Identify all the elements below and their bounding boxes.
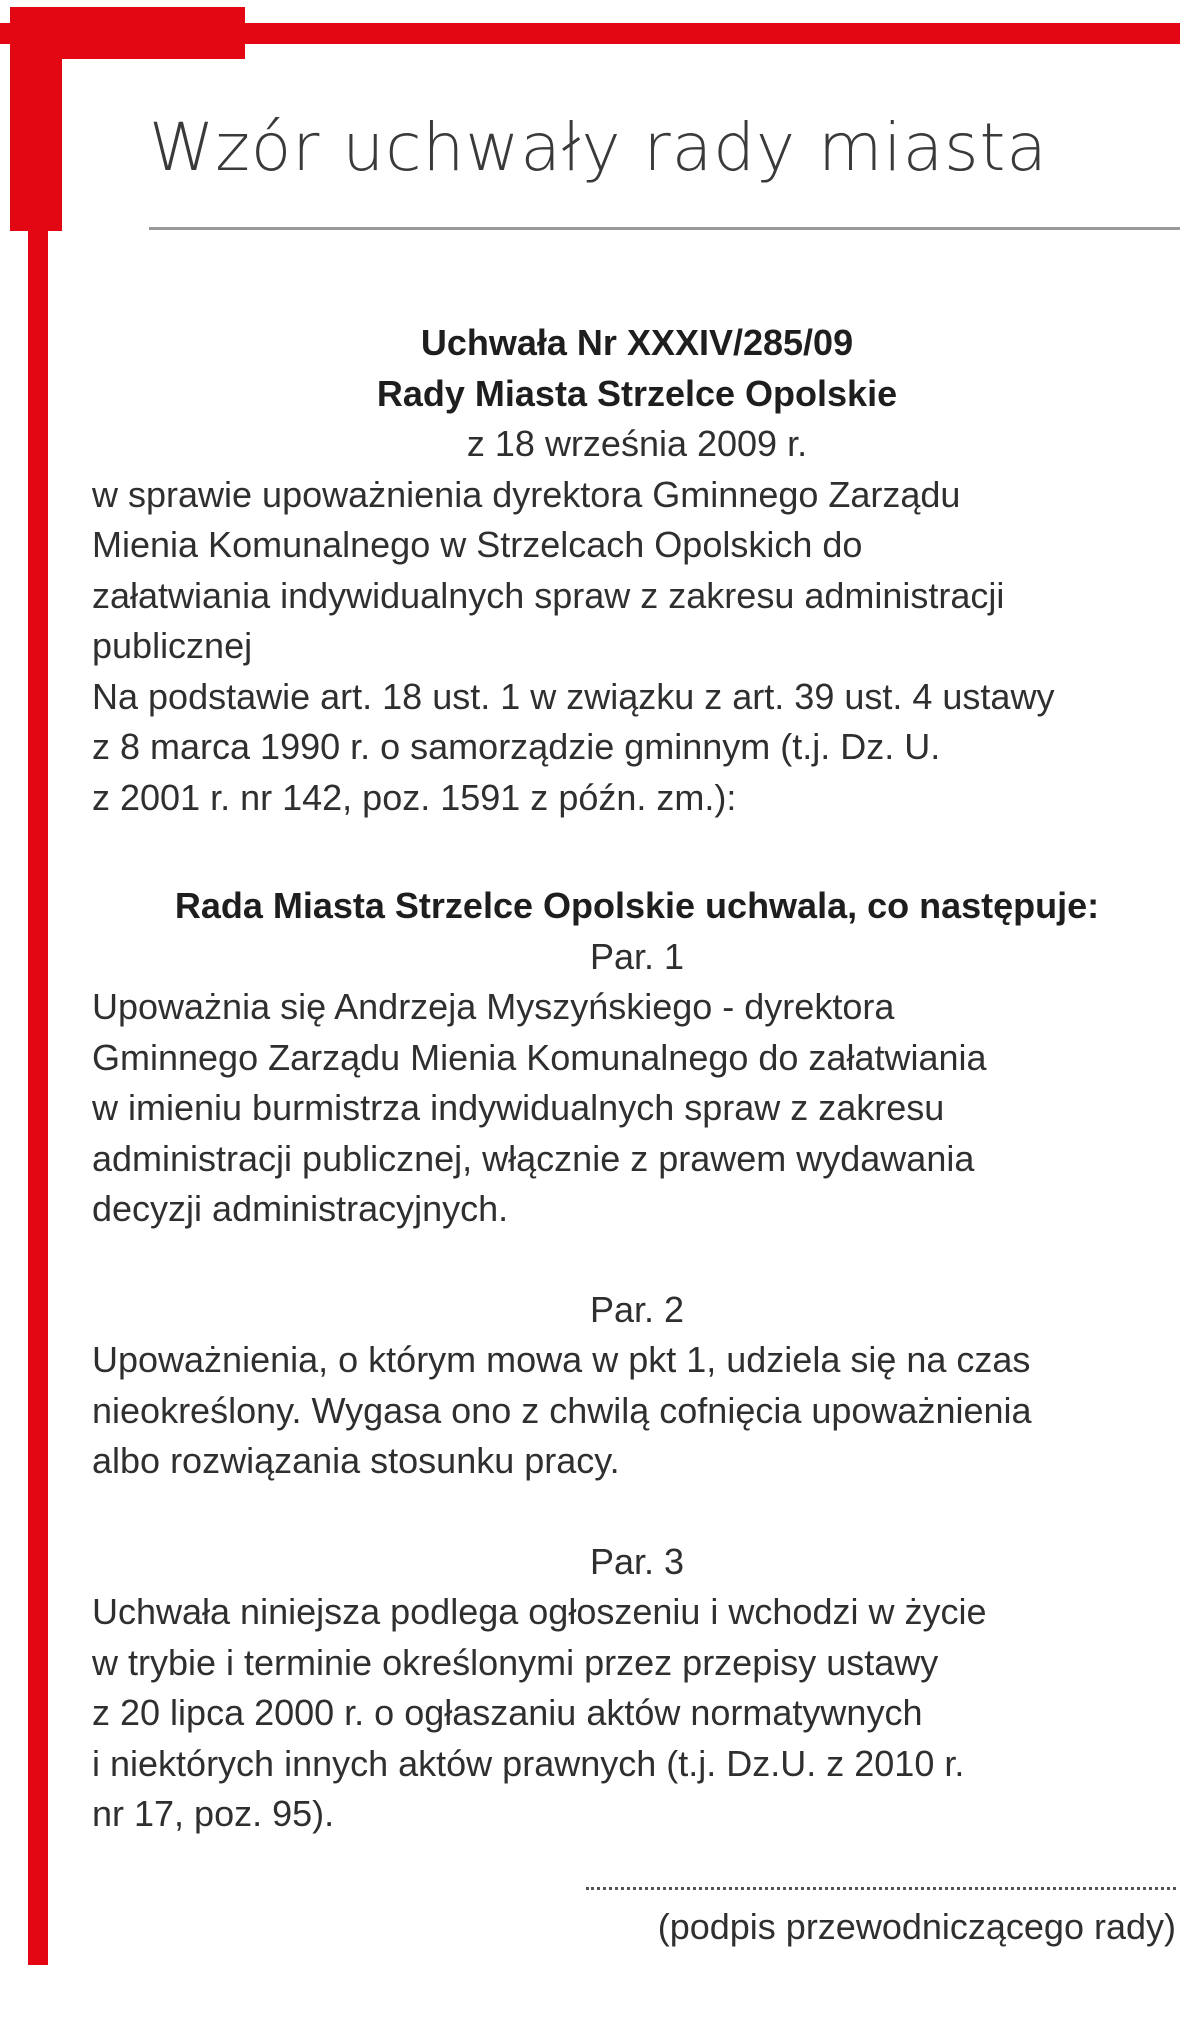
paragraph-line: Upoważnia się Andrzeja Myszyńskiego - dyrektora xyxy=(92,986,895,1027)
basis-line: Na podstawie art. 18 ust. 1 w związku z art. 39 ust. 4 ustawy xyxy=(92,675,1055,717)
resolution-number: Uchwała Nr XXXIV/285/09 xyxy=(420,322,854,363)
signature-caption: (podpis przewodniczącego rady) xyxy=(657,1906,1176,1947)
signature-block xyxy=(566,1887,1176,1952)
frame-left-bar xyxy=(28,7,48,1965)
paragraph-line: Uchwała niniejsza podlega ogłoszeniu i wchodzi w życie xyxy=(92,1591,987,1632)
subject-line: w sprawie upoważnienia dyrektora Gminnego Zarządu xyxy=(92,473,961,515)
paragraph-heading: Par. 2 xyxy=(589,1288,685,1330)
basis-line: z 8 marca 1990 r. o samorządzie gminnym (t.j. Dz. U. xyxy=(92,726,941,767)
subject-line: publicznej xyxy=(92,625,253,666)
paragraph-3 xyxy=(92,1537,1182,1840)
paragraph-line: albo rozwiązania stosunku pracy. xyxy=(92,1440,620,1481)
paragraph-2 xyxy=(92,1285,1182,1487)
title-divider xyxy=(149,227,1180,230)
signature-dotted-line xyxy=(586,1887,1176,1890)
resolves-statement: Rada Miasta Strzelce Opolskie uchwala, co następuje: xyxy=(174,885,1100,926)
basis-line: z 2001 r. nr 142, poz. 1591 z późn. zm.): xyxy=(92,776,737,818)
paragraph-line: nieokreślony. Wygasa ono z chwilą cofnięcia upoważnienia xyxy=(92,1389,1032,1431)
legal-basis xyxy=(92,672,1182,824)
page-title: Wzór uchwały rady miasta xyxy=(149,109,1048,186)
resolution-subject xyxy=(92,470,1182,672)
resolution-document xyxy=(92,318,1182,1840)
paragraph-line: nr 17, poz. 95). xyxy=(92,1793,335,1834)
paragraph-heading: Par. 1 xyxy=(589,935,685,977)
subject-line: Mienia Komunalnego w Strzelcach Opolskich do xyxy=(92,524,863,565)
subject-line: załatwiania indywidualnych spraw z zakresu administracji xyxy=(92,574,1005,616)
resolution-date: z 18 września 2009 r. xyxy=(466,423,808,464)
paragraph-line: administracji publicznej, włącznie z prawem wydawania xyxy=(92,1137,975,1179)
resolution-council: Rady Miasta Strzelce Opolskie xyxy=(376,372,898,414)
paragraph-1 xyxy=(92,932,1182,1235)
paragraph-line: w imieniu burmistrza indywidualnych spraw z zakresu xyxy=(92,1087,945,1128)
paragraph-line: Upoważnienia, o którym mowa w pkt 1, udziela się na czas xyxy=(92,1339,1031,1380)
paragraph-line: Gminnego Zarządu Mienia Komunalnego do załatwiania xyxy=(92,1036,987,1078)
paragraph-line: z 20 lipca 2000 r. o ogłaszaniu aktów normatywnych xyxy=(92,1692,923,1733)
paragraph-line: decyzji administracyjnych. xyxy=(92,1188,509,1229)
paragraph-heading: Par. 3 xyxy=(589,1540,685,1582)
paragraph-line: w trybie i terminie określonymi przez przepisy ustawy xyxy=(92,1641,939,1683)
paragraph-line: i niektórych innych aktów prawnych (t.j. Dz.U. z 2010 r. xyxy=(92,1742,965,1784)
